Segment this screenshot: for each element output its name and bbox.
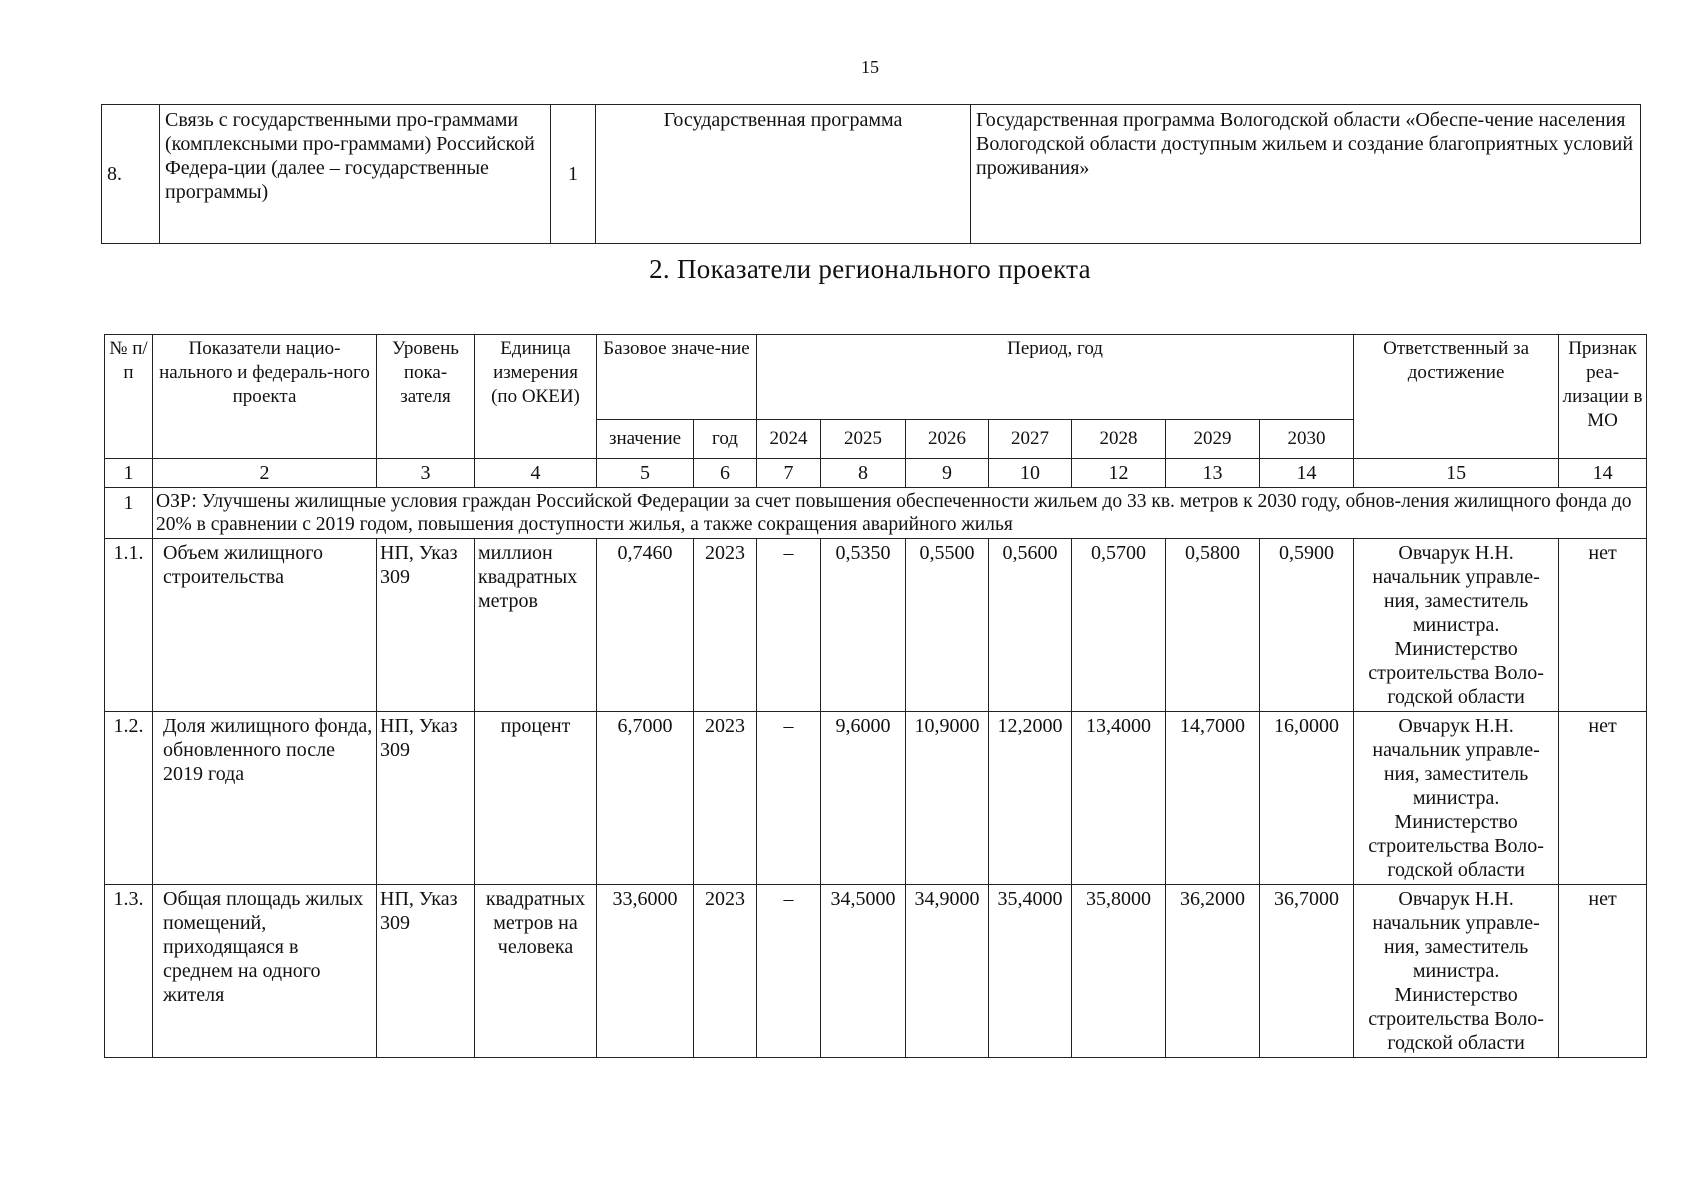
page-number: 15 [861,57,879,77]
header-unit: Единица измерения (по ОКЕИ) [475,335,597,459]
row-index: 1 [551,105,596,244]
header-responsible: Ответственный за достижение [1354,335,1559,459]
header-level: Уровень пока-зателя [377,335,475,459]
indicator-unit: миллион квадратных метров [475,539,597,712]
goal-text: ОЗР: Улучшены жилищные условия граждан Российской Федерации за счет повышения обеспеченности жильем до 33 кв. метров к 2030 году, обнов-ления жилищного фонда до 20% в сравнении с 2019 годом, повышения доступности жилья, а также сокращения аварийного жилья [153,488,1647,539]
header-period: Период, год [757,335,1354,420]
value-2024: – [757,712,821,885]
base-value: 0,7460 [597,539,694,712]
program-type: Государственная программа [596,105,971,244]
header-year-2024: 2024 [757,420,821,459]
base-value: 6,7000 [597,712,694,885]
column-number: 2 [153,459,377,488]
header-year-2027: 2027 [989,420,1072,459]
column-number: 12 [1072,459,1166,488]
program-value: Государственная программа Вологодской области «Обеспе-чение населения Вологодской области доступным жильем и создание благоприятных условий проживания» [971,105,1641,244]
value-2024: – [757,885,821,1058]
header-row [105,335,1647,420]
indicators-table [104,334,1647,1058]
row-number: 1.3. [105,885,153,1058]
mo-flag: нет [1559,712,1647,885]
column-number: 14 [1559,459,1647,488]
value-2030: 36,7000 [1260,885,1354,1058]
indicator-unit: квадратных метров на человека [475,885,597,1058]
value-2030: 0,5900 [1260,539,1354,712]
programs-table [101,104,1641,244]
header-base: Базовое значе-ние [597,335,757,420]
header-mo: Признак реа-лизации в МО [1559,335,1647,459]
column-number: 13 [1166,459,1260,488]
value-2028: 0,5700 [1072,539,1166,712]
header-base-value: значение [597,420,694,459]
value-2028: 35,8000 [1072,885,1166,1058]
column-number: 4 [475,459,597,488]
goal-row [105,488,1647,539]
value-2026: 0,5500 [906,539,989,712]
row-number: 1.1. [105,539,153,712]
column-number: 1 [105,459,153,488]
header-num: № п/п [105,335,153,459]
base-value: 33,6000 [597,885,694,1058]
header-year-2029: 2029 [1166,420,1260,459]
header-year-2026: 2026 [906,420,989,459]
responsible: Овчарук Н.Н. начальник управле-ния, заместитель министра. Министерство строительства Воло-годской области [1354,712,1559,885]
value-2029: 0,5800 [1166,539,1260,712]
header-year-2025: 2025 [821,420,906,459]
column-numbers-row [105,459,1647,488]
base-year: 2023 [694,885,757,1058]
table-row [105,539,1647,712]
value-2027: 12,2000 [989,712,1072,885]
indicator-unit: процент [475,712,597,885]
column-number: 14 [1260,459,1354,488]
value-2029: 36,2000 [1166,885,1260,1058]
goal-number: 1 [105,488,153,539]
header-year-2030: 2030 [1260,420,1354,459]
column-number: 9 [906,459,989,488]
value-2026: 10,9000 [906,712,989,885]
indicator-level: НП, Указ 309 [377,712,475,885]
indicator-level: НП, Указ 309 [377,539,475,712]
responsible: Овчарук Н.Н. начальник управле-ния, заместитель министра. Министерство строительства Воло-годской области [1354,885,1559,1058]
value-2025: 9,6000 [821,712,906,885]
value-2030: 16,0000 [1260,712,1354,885]
column-number: 7 [757,459,821,488]
responsible: Овчарук Н.Н. начальник управле-ния, заместитель министра. Министерство строительства Воло-годской области [1354,539,1559,712]
row-label: Связь с государственными про-граммами (комплексными про-граммами) Российской Федера-ции (далее – государственные программы) [160,105,551,244]
row-number: 1.2. [105,712,153,885]
value-2027: 0,5600 [989,539,1072,712]
header-year-2028: 2028 [1072,420,1166,459]
value-2025: 0,5350 [821,539,906,712]
mo-flag: нет [1559,885,1647,1058]
value-2024: – [757,539,821,712]
column-number: 8 [821,459,906,488]
column-number: 10 [989,459,1072,488]
programs-row [102,105,1641,244]
section-title: 2. Показатели регионального проекта [649,254,1091,284]
value-2026: 34,9000 [906,885,989,1058]
indicator-name: Общая площадь жилых помещений, приходящаяся в среднем на одного жителя [153,885,377,1058]
column-number: 5 [597,459,694,488]
row-number: 8. [102,105,160,244]
value-2029: 14,7000 [1166,712,1260,885]
indicator-name: Объем жилищного строительства [153,539,377,712]
value-2027: 35,4000 [989,885,1072,1058]
column-number: 6 [694,459,757,488]
table-row [105,885,1647,1058]
header-indicator: Показатели нацио-нального и федераль-ного проекта [153,335,377,459]
header-base-year: год [694,420,757,459]
column-number: 15 [1354,459,1559,488]
column-number: 3 [377,459,475,488]
indicator-level: НП, Указ 309 [377,885,475,1058]
table-row [105,712,1647,885]
value-2028: 13,4000 [1072,712,1166,885]
mo-flag: нет [1559,539,1647,712]
indicator-name: Доля жилищного фонда, обновленного после 2019 года [153,712,377,885]
base-year: 2023 [694,539,757,712]
value-2025: 34,5000 [821,885,906,1058]
base-year: 2023 [694,712,757,885]
